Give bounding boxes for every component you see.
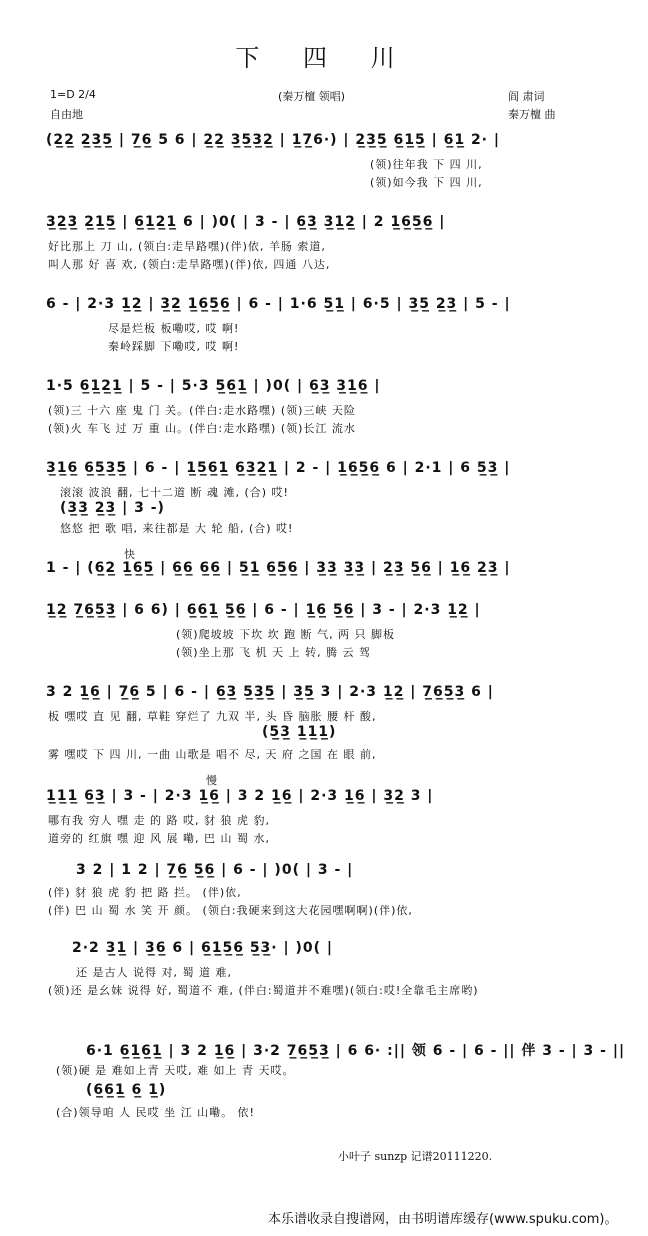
score-line-3: 6 - | 2·3 1̲2̲ | 3̲2̲ 1̲6̲5̲6̲ | 6 - | 1·6 5̲1̲ | 6·5 | 3̲5̲ 2̲3̲ | 5 - | xyxy=(46,296,511,312)
lyric-line-4a: (领)三 十六 座 鬼 门 关。(伴白:走水路嘿) (领)三峡 天险 xyxy=(48,404,356,417)
lyric-line-7a: (领)爬坡坡 下坎 坎 跑 断 气, 两 只 脚板 xyxy=(176,628,396,641)
lyric-line-5a: 滚滚 波浪 翻, 七十二道 断 魂 滩, (合) 哎! xyxy=(60,486,289,499)
score-line-6: 1 - | (6̲2̲ 1̲6̲5̲ | 6̲6̲ 6̲6̲ | 5̲1̲ 6̲5̲6̲ | 3̲3̲ 3̲3̲ | 2̲3̲ 5̲6̲ | 1̲6̲ 2̲3̲ | xyxy=(46,560,511,576)
score-line-8: 3 2 1̲6̲ | 7̲6̲ 5 | 6 - | 6̲3̲ 5̲3̲5̲ | 3̲5̲ 3 | 2·3 1̲2̲ | 7̲6̲5̲3̲ 6 | xyxy=(46,684,494,700)
lyric-line-9b: 道旁的 红旗 嘿 迎 风 展 嘞, 巴 山 蜀 水, xyxy=(48,832,270,845)
score-line-8b: (5̲3̲ 1̲1̲1̲) xyxy=(262,724,337,740)
score-line-11: 2·2 3̲1̲ | 3̲6̲ 6 | 6̲1̲5̲6̲ 5̲3̲· | )0( | xyxy=(72,940,334,956)
lyric-line-4b: (领)火 车飞 过 万 重 山。(伴白:走水路嘿) (领)长江 流水 xyxy=(48,422,356,435)
lyric-line-1b: (领)如今我 下 四 川, xyxy=(370,176,483,189)
lyric-line-3a: 尽是烂板 板嘞哎, 哎 啊! xyxy=(108,322,240,335)
score-line-9: 1̲1̲1̲ 6̲3̲ | 3 - | 2·3 1̲6̲ | 3 2 1̲6̲ | 2·3 1̲6̲ | 3̲2̲ 3 | xyxy=(46,788,434,804)
lyric-line-11b: (领)还 是幺妹 说得 好, 蜀道不 难, (伴白:蜀道并不难嘿)(领白:哎!全靠毛主席哟) xyxy=(48,984,479,997)
score-line-12b: (6̲6̲1̲ 6̲ 1̲) xyxy=(86,1082,167,1098)
lyric-line-8a: 板 嘿哎 直 见 翻, 草鞋 穿烂了 九双 半, 头 昏 脑胀 腰 杆 酸, xyxy=(48,710,377,723)
transcription-credit: 小叶子 sunzp 记谱20111220. xyxy=(338,1150,493,1163)
lyric-line-2b: 叫人那 好 喜 欢, (领白:走旱路嘿)(伴)依, 四通 八达, xyxy=(48,258,331,271)
lyric-line-12a: (领)硬 是 难如上青 天哎, 难 如上 青 天哎。 xyxy=(56,1064,295,1077)
tempo-marking: 自由地 xyxy=(50,108,83,121)
key-signature: 1=D 2/4 xyxy=(50,88,96,101)
score-line-12: 6·1 6̲1̲6̲1̲ | 3 2 1̲6̲ | 3·2 7̲6̲5̲3̲ | 6 6· :|| 领 6 - | 6 - || 伴 3 - | 3 - || xyxy=(86,1043,626,1059)
lyric-line-12b: (合)领导咱 人 民哎 坐 江 山嘞。 依! xyxy=(56,1106,255,1119)
lyric-line-8b: 雾 嘿哎 下 四 川, 一曲 山歌是 唱不 尽, 天 府 之国 在 眼 前, xyxy=(48,748,377,761)
lyric-line-1a: (领)往年我 下 四 川, xyxy=(370,158,483,171)
performer: (秦万檀 领唱) xyxy=(278,90,346,103)
lyric-line-10b: (伴) 巴 山 蜀 水 笑 开 颜。 (领白:我硬来到这大花园嘿啊啊)(伴)依, xyxy=(48,904,413,917)
score-line-1: (2̲2̲ 2̲3̲5̲ | 7̲6̲ 5 6 | 2̲2̲ 3̲5̲3̲2̲ | 1̲7̲6·) | 2̲3̲5̲ 6̲1̲5̲ | 6̲1̲ 2· | xyxy=(46,132,500,148)
lyric-line-3b: 秦岭踩脚 下嘞哎, 哎 啊! xyxy=(108,340,240,353)
source-footer: 本乐谱收录自搜谱网，由书明谱库缓存(www.spuku.com)。 xyxy=(268,1212,618,1227)
tempo-slow: 慢 xyxy=(206,774,217,787)
lyric-line-11a: 还 是古人 说得 对, 蜀 道 难, xyxy=(76,966,232,979)
score-line-5b: (3̲3̲ 2̲3̲ | 3 -) xyxy=(60,500,165,516)
score-line-10: 3 2 | 1 2 | 7̲6̲ 5̲6̲ | 6 - | )0( | 3 - | xyxy=(76,862,354,878)
page-title: 下 四 川 xyxy=(235,44,413,72)
lyricist: 阎 肃词 xyxy=(508,90,545,103)
score-line-5: 3̲1̲6̲ 6̲5̲3̲5̲ | 6 - | 1̲5̲6̲1̲ 6̲3̲2̲1̲ | 2 - | 1̲6̲5̲6̲ 6 | 2·1 | 6 5̲3̲ | xyxy=(46,460,511,476)
tempo-fast: 快 xyxy=(124,548,135,561)
lyric-line-10a: (伴) 豺 狼 虎 豹 把 路 拦。 (伴)依, xyxy=(48,886,242,899)
lyric-line-2a: 好比那上 刀 山, (领白:走旱路嘿)(伴)依, 羊肠 索道, xyxy=(48,240,326,253)
score-line-2: 3̲2̲3̲ 2̲1̲5̲ | 6̲1̲2̲1̲ 6 | )0( | 3 - | 6̲3̲ 3̲1̲2̲ | 2 1̲6̲5̲6̲ | xyxy=(46,214,446,230)
lyric-line-7b: (领)坐上那 飞 机 天 上 转, 腾 云 驾 xyxy=(176,646,372,659)
composer: 秦万檀 曲 xyxy=(508,108,556,121)
lyric-line-9a: 哪有我 穷人 嘿 走 的 路 哎, 豺 狼 虎 豹, xyxy=(48,814,270,827)
score-line-4: 1·5 6̲1̲2̲1̲ | 5 - | 5·3 5̲6̲1̲ | )0( | 6̲3̲ 3̲1̲6̲ | xyxy=(46,378,381,394)
lyric-line-5b: 悠悠 把 歌 唱, 来往都是 大 轮 船, (合) 哎! xyxy=(60,522,294,535)
score-line-7: 1̲2̲ 7̲6̲5̲3̲ | 6 6) | 6̲6̲1̲ 5̲6̲ | 6 - | 1̲6̲ 5̲6̲ | 3 - | 2·3 1̲2̲ | xyxy=(46,602,481,618)
